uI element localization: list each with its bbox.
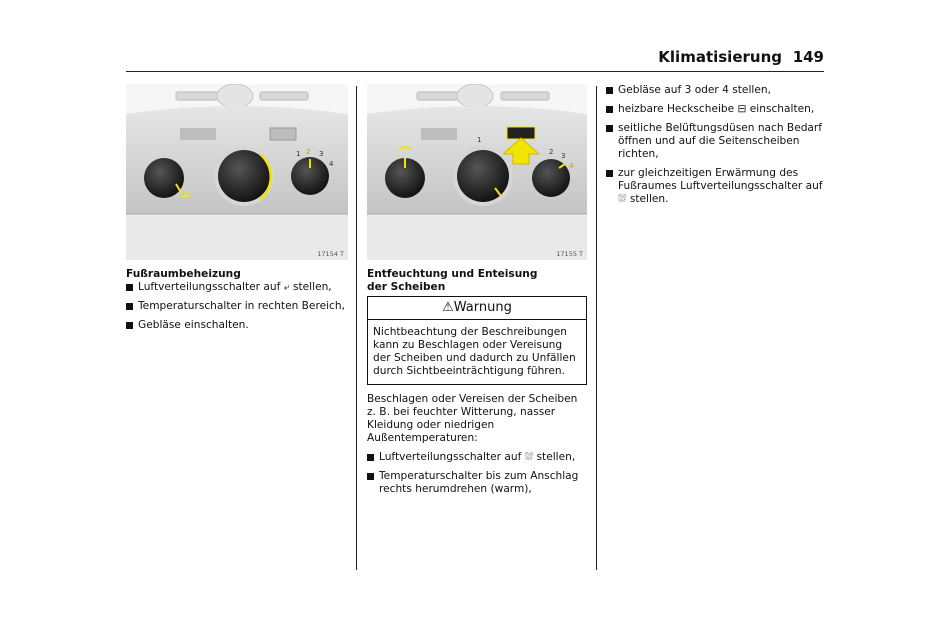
dial-label: 2 <box>306 148 311 156</box>
page-title: Klimatisierung <box>658 48 782 66</box>
column-continued <box>606 84 824 212</box>
section-heading: der Scheiben <box>367 281 446 293</box>
list-item: Gebläse auf 3 oder 4 stellen, <box>606 84 824 97</box>
rear-window-heating-button <box>507 127 535 139</box>
header-rule <box>126 71 824 72</box>
bullet-icon <box>126 284 133 291</box>
bullet-icon <box>606 106 613 113</box>
bullet-icon <box>606 170 613 177</box>
bullet-icon <box>367 473 374 480</box>
warning-header <box>368 297 586 320</box>
dial-label: 4 <box>329 160 334 168</box>
bullet-icon <box>367 454 374 461</box>
list-item: Temperaturschalter in rechten Bereich, <box>126 300 348 313</box>
figure-id: 17155 T <box>556 250 583 258</box>
dial-label: 2 <box>549 148 554 156</box>
air-distribution-knob <box>144 158 184 198</box>
page-number: 149 <box>792 48 824 66</box>
column-defrost <box>367 268 587 502</box>
bullet-icon <box>606 87 613 94</box>
warning-title: Warnung <box>453 300 512 315</box>
list-item: heizbare Heckscheibe ⊟ einschalten, <box>606 103 824 116</box>
dial-label: 1 <box>296 150 301 158</box>
section-heading: Entfeuchtung und Enteisung <box>367 268 538 280</box>
list-item: Temperaturschalter bis zum Anschlag rechts herumdrehen (warm), <box>367 470 587 496</box>
paragraph: Beschlagen oder Vereisen der Scheiben z. B. bei feuchter Witterung, nasser Kleidung oder niedrigen Außentemperaturen: <box>367 393 578 444</box>
climate-panel-illustration <box>367 84 587 260</box>
column-footwell-heating <box>126 268 348 338</box>
list-item: Luftverteilungsschalter auf ⤶ stellen, <box>126 281 348 294</box>
page-header <box>126 44 824 72</box>
bullet-icon <box>126 303 133 310</box>
figure-footwell-heating <box>126 84 348 260</box>
figure-id: 17154 T <box>317 250 344 258</box>
climate-panel-illustration <box>126 84 348 260</box>
list-item: zur gleichzeitigen Erwärmung des Fußraumes Luftverteilungsschalter auf ⛆ stellen. <box>606 167 824 206</box>
warning-triangle-icon: ⚠ <box>442 300 454 315</box>
column-divider <box>356 86 357 570</box>
warning-box <box>367 296 587 385</box>
dial-label: 1 <box>477 136 482 144</box>
list-item: Gebläse einschalten. <box>126 319 348 332</box>
warning-text: Nichtbeachtung der Beschreibungen kann zu Beschlagen oder Vereisung der Scheiben und dadurch zu Unfällen durch Sichtbeeinträchtigung führen. <box>373 326 576 377</box>
figure-defrost <box>367 84 587 260</box>
temperature-knob <box>457 150 509 202</box>
dial-label: 3 <box>561 152 566 160</box>
dial-label: 3 <box>319 150 324 158</box>
dial-label: 4 <box>569 162 574 170</box>
bullet-icon <box>126 322 133 329</box>
bullet-icon <box>606 125 613 132</box>
list-item: seitliche Belüftungsdüsen nach Bedarf öffnen und auf die Seitenscheiben richten, <box>606 122 824 161</box>
section-heading: Fußraumbeheizung <box>126 268 241 280</box>
column-divider <box>596 86 597 570</box>
list-item: Luftverteilungsschalter auf ⛆ stellen, <box>367 451 587 464</box>
